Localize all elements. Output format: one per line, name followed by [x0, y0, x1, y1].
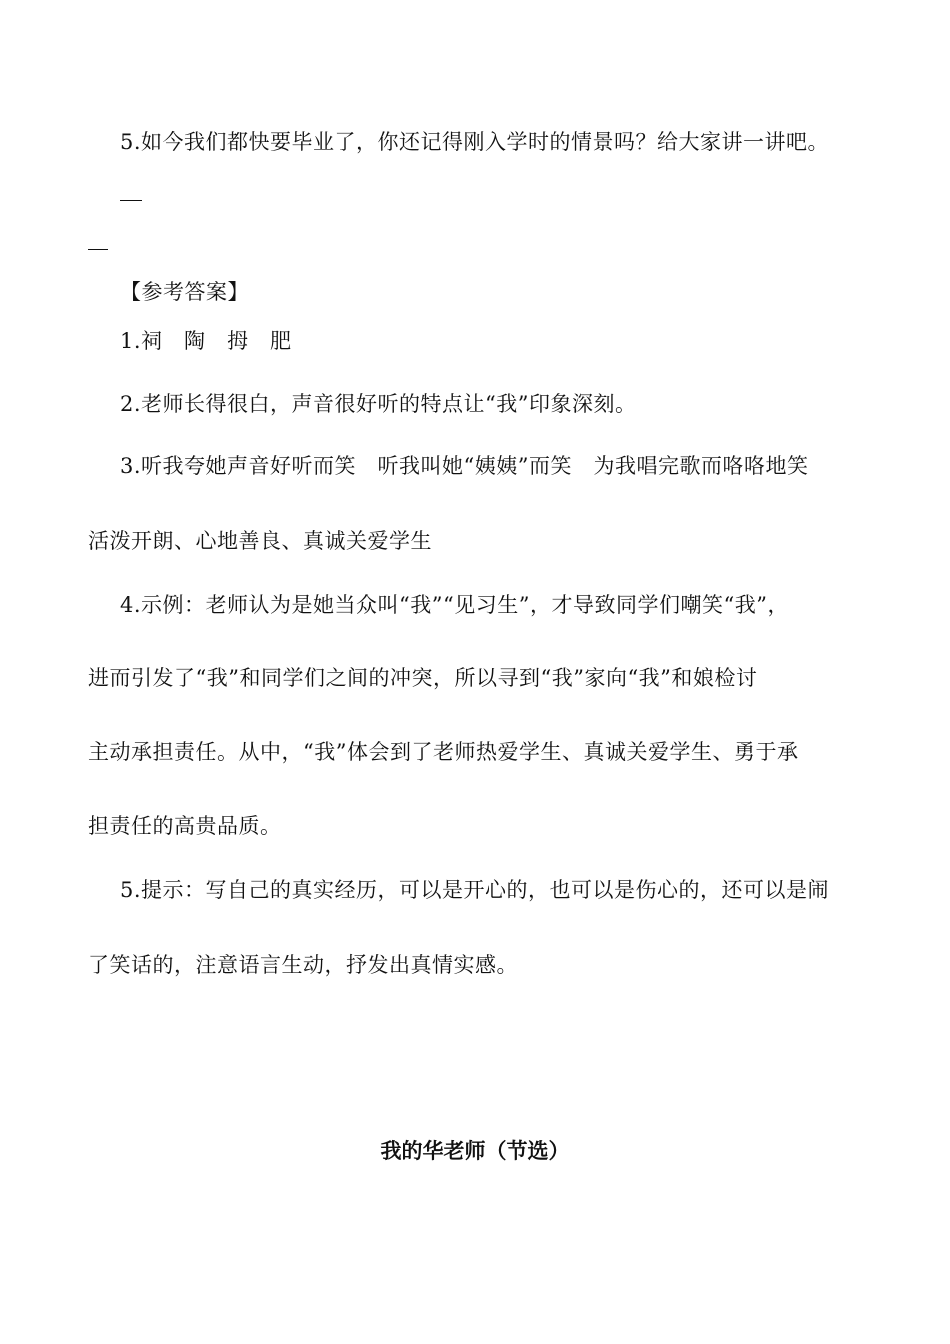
- answer-4-line-2: 进而引发了“我”和同学们之间的冲突，所以寻到“我”家向“我”和娘检讨: [88, 666, 758, 690]
- answers-heading: 【参考答案】: [120, 280, 249, 304]
- section-title: 我的华老师（节选）: [380, 1139, 570, 1163]
- answer-blank-line-1: [120, 200, 142, 201]
- answer-4-line-1: 4.示例：老师认为是她当众叫“我”“见习生”，才导致同学们嘲笑“我”，: [120, 593, 789, 617]
- answer-3-line-1: 3.听我夸她声音好听而笑 听我叫她“姨姨”而笑 为我唱完歌而咯咯地笑: [120, 454, 809, 478]
- answer-5-line-1: 5.提示：写自己的真实经历，可以是开心的，也可以是伤心的，还可以是闹: [120, 878, 830, 902]
- answer-2: 2.老师长得很白，声音很好听的特点让“我”印象深刻。: [120, 392, 637, 416]
- answer-5-line-2: 了笑话的，注意语言生动，抒发出真情实感。: [88, 953, 518, 977]
- answer-blank-line-2: [88, 249, 108, 250]
- answer-1: 1.祠 陶 拇 肥: [120, 329, 292, 353]
- question-5: 5.如今我们都快要毕业了，你还记得刚入学时的情景吗？给大家讲一讲吧。: [120, 130, 830, 154]
- answer-4-line-4: 担责任的高贵品质。: [88, 814, 282, 838]
- answer-4-line-3: 主动承担责任。从中，“我”体会到了老师热爱学生、真诚关爱学生、勇于承: [88, 740, 799, 764]
- answer-3-line-2: 活泼开朗、心地善良、真诚关爱学生: [88, 529, 432, 553]
